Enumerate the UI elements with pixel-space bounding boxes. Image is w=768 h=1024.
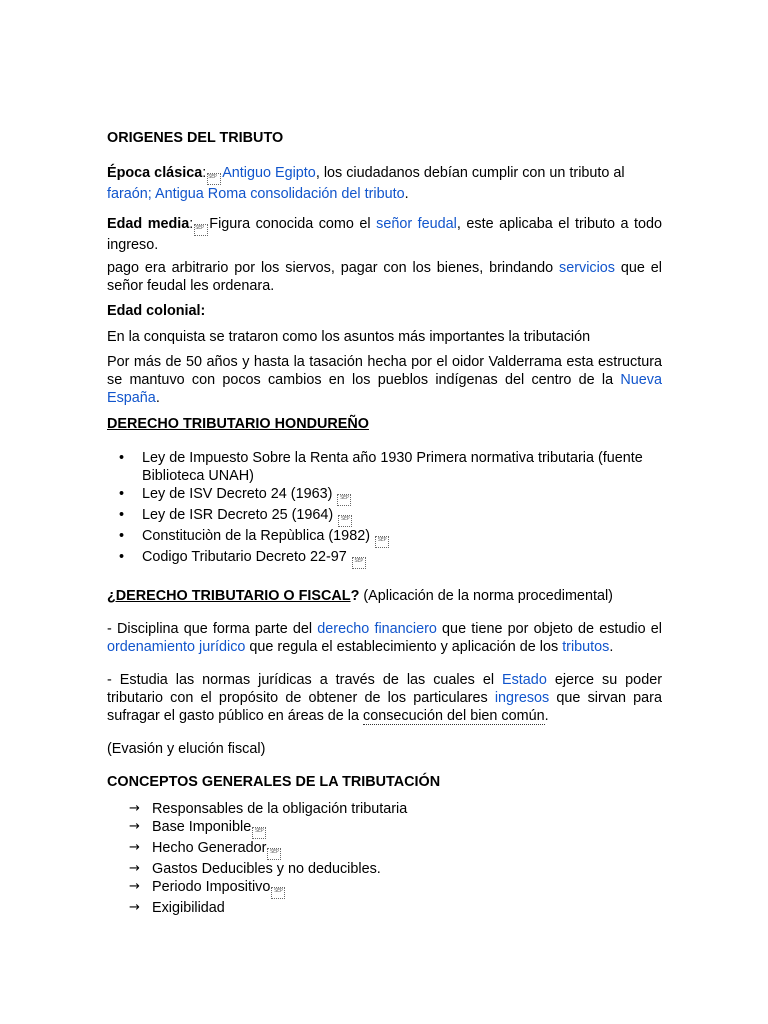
bullet-mark: • [119, 507, 125, 523]
bullet-mark: • [119, 549, 125, 565]
question-mark: ? [350, 588, 360, 604]
text-pago-1: pago era arbitrario por los siervos, pagar con los bienes, brindando [107, 260, 560, 276]
link-estado[interactable]: Estado [502, 672, 547, 688]
label-edad-media: Edad media [107, 216, 190, 232]
text-estudia-2: ejerce su poder tributario con el propósito de obtener de los particulares [107, 672, 662, 706]
link-nueva-espana[interactable]: Nueva España [107, 372, 662, 406]
list-item [107, 548, 662, 569]
link-tributos[interactable]: tributos [562, 639, 610, 655]
colon: : [202, 165, 207, 181]
paragraph-epoca-clasica [107, 164, 662, 203]
list-item [107, 899, 662, 917]
paragraph-conquista: En la conquista se trataron como los asuntos más importantes la tributación [107, 329, 591, 345]
list-item-text: Gastos Deducibles y no deducibles. [152, 861, 381, 877]
period: . [404, 186, 409, 202]
text-por-mas: Por más de 50 años y hasta la tasación hecha por el oidor Valderrama esta estructura se mantuvo con pocos cambios en los pueblos indígenas del centro de la [107, 354, 662, 388]
text-pago-2: que el señor feudal les ordenara. [107, 260, 662, 294]
sep-glyph: SEP [194, 224, 208, 236]
list-item-text: Ley de Impuesto Sobre la Renta año 1930 Primera normativa tributaria (fuente Biblioteca UNAH) [142, 450, 643, 484]
link-derecho-financiero[interactable]: derecho financiero [317, 621, 437, 637]
list-item-text: Periodo Impositivo [152, 879, 271, 895]
paragraph-evasion: (Evasión y elución fiscal) [107, 741, 266, 757]
sep-glyph: SEP [267, 848, 281, 860]
text-disciplina-2: que tiene por objeto de estudio el [436, 621, 662, 637]
heading-derecho-hondureno-text: DERECHO TRIBUTARIO HONDUREÑO [107, 416, 369, 432]
paragraph-estudia [107, 671, 662, 725]
list-item-text: Responsables de la obligación tributaria [152, 801, 408, 817]
list-item [107, 449, 662, 485]
arrow-icon: → [129, 861, 140, 876]
sep-glyph: SEP [352, 557, 366, 569]
paragraph-edad-media [107, 215, 662, 254]
sep-glyph: SEP [271, 887, 285, 899]
period: . [609, 639, 614, 655]
page-title: ORIGENES DEL TRIBUTO [107, 130, 284, 146]
heading-derecho-fiscal-note: (Aplicación de la norma procedimental) [359, 588, 613, 604]
link-ordenamiento-juridico[interactable]: ordenamiento jurídico [107, 639, 246, 655]
dotted-bien-comun: consecución del bien común [363, 708, 545, 724]
heading-derecho-fiscal-text: ¿DERECHO TRIBUTARIO O FISCAL [107, 588, 351, 604]
list-item [107, 485, 662, 506]
list-item-text: Exigibilidad [152, 900, 225, 916]
paragraph-disciplina [107, 620, 662, 656]
arrow-icon: → [129, 879, 140, 894]
list-item [107, 506, 662, 527]
list-item [107, 860, 662, 878]
heading-conceptos: CONCEPTOS GENERALES DE LA TRIBUTACIÓN [107, 774, 441, 790]
list-item-text: Constituciòn de la Repùblica (1982) [142, 528, 374, 544]
list-item [107, 878, 662, 899]
list-item-text: Codigo Tributario Decreto 22-97 [142, 549, 351, 565]
text-estudia-3: que sirvan para sufragar el gasto público en áreas de la [107, 690, 662, 724]
label-epoca-clasica: Época clásica [107, 165, 203, 181]
heading-derecho-hondureno [107, 415, 662, 433]
bullet-mark: • [119, 486, 125, 502]
list-item-text: Ley de ISV Decreto 24 (1963) [142, 486, 337, 502]
arrow-icon: → [129, 840, 140, 855]
text-disciplina-3: que regula el establecimiento y aplicación de los [245, 639, 563, 655]
sep-glyph: SEP [252, 827, 266, 839]
label-edad-colonial: Edad colonial: [107, 303, 206, 319]
text-epoca-clasica: , los ciudadanos debían cumplir con un tributo al [315, 165, 625, 181]
list-conceptos [107, 800, 662, 917]
sep-glyph: SEP [375, 536, 389, 548]
link-senor-feudal[interactable]: señor feudal [376, 216, 457, 232]
link-faraon[interactable]: faraón; Antigua Roma consolidación del tributo [107, 186, 405, 202]
arrow-icon: → [129, 900, 140, 915]
list-item [107, 818, 662, 839]
sep-glyph: SEP [338, 515, 352, 527]
colon: : [189, 216, 194, 232]
link-servicios[interactable]: servicios [559, 260, 615, 276]
list-item [107, 527, 662, 548]
list-item [107, 839, 662, 860]
text-edad-media-1: Figura conocida como el [209, 216, 377, 232]
bullet-mark: • [119, 528, 125, 544]
text-estudia-1: - Estudia las normas jurídicas a través de las cuales el [107, 672, 503, 688]
list-item [107, 800, 662, 818]
list-item-text: Hecho Generador [152, 840, 267, 856]
period: . [544, 708, 549, 724]
text-disciplina-1: - Disciplina que forma parte del [107, 621, 318, 637]
heading-derecho-fiscal [107, 587, 662, 605]
link-ingresos[interactable]: ingresos [494, 690, 550, 706]
list-item-text: Ley de ISR Decreto 25 (1964) [142, 507, 338, 523]
list-item-text: Base Imponible [152, 819, 252, 835]
arrow-icon: → [129, 801, 140, 816]
link-antiguo-egipto[interactable]: Antiguo Egipto [222, 165, 316, 181]
sep-glyph: SEP [337, 494, 351, 506]
sep-glyph: SEP [207, 173, 221, 185]
list-derecho-hondureno [107, 449, 662, 569]
arrow-icon: → [129, 819, 140, 834]
paragraph-por-mas [107, 353, 662, 407]
period: . [155, 390, 160, 406]
paragraph-pago [107, 259, 662, 295]
bullet-mark: • [119, 450, 125, 466]
text-edad-media-2: , este aplicaba el tributo a todo ingreso. [107, 216, 662, 253]
